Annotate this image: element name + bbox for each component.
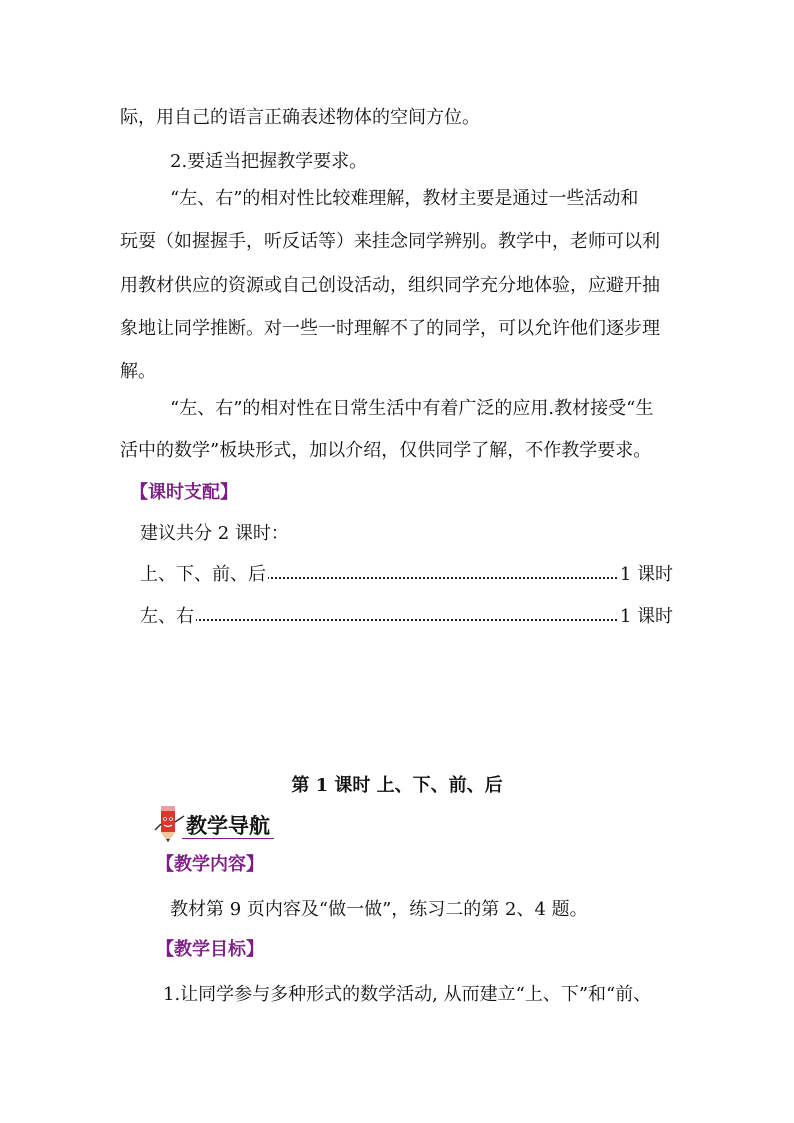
teaching-nav-banner [152,802,282,842]
schedule-row-hours: 1 课时 [619,606,673,627]
nav-underline [182,838,274,839]
schedule-row-title: 上、下、前、后 [140,564,266,585]
schedule-heading: 【课时支配】 [130,482,238,503]
schedule-row-hours: 1 课时 [619,564,673,585]
paragraph-line: 象地让同学推断。对一些一时理解不了的同学，可以允许他们逐步理 [120,318,660,339]
paragraph-line: 际，用自己的语言正确表述物体的空间方位。 [120,107,480,128]
paragraph-line: “左、右”的相对性在日常生活中有着广泛的应用.教材接受“生 [170,398,654,419]
paragraph-line: “左、右”的相对性比较难理解，教材主要是通过一些活动和 [170,188,639,209]
schedule-row [140,563,673,587]
leader-dots [140,619,621,621]
paragraph-line: 活中的数学”板块形式，加以介绍，仅供同学了解，不作教学要求。 [120,440,652,461]
content-heading: 【教学内容】 [156,854,264,875]
pencil-mascot-icon [152,802,186,844]
content-text: 教材第 9 页内容及“做一做”，练习二的第 2、4 题。 [170,899,588,920]
goals-heading: 【教学目标】 [156,939,264,960]
goal-item-1: 1.让同学参与多种形式的数学活动, 从而建立“上、下”和“前、 [163,984,652,1005]
lesson-title: 第 1 课时 上、下、前、后 [291,775,503,796]
paragraph-line: 玩耍（如握握手，听反话等）来挂念同学辨别。教学中，老师可以利 [120,231,660,252]
schedule-row-title: 左、右 [140,606,194,627]
paragraph-line: 解。 [120,361,156,382]
schedule-intro: 建议共分 2 课时： [140,523,289,544]
list-item-2: 2.要适当把握教学要求。 [170,151,368,172]
schedule-row [140,605,673,629]
nav-label: 教学导航 [186,814,270,838]
paragraph-line: 用教材供应的资源或自己创设活动，组织同学充分地体验，应避开抽 [120,275,660,296]
